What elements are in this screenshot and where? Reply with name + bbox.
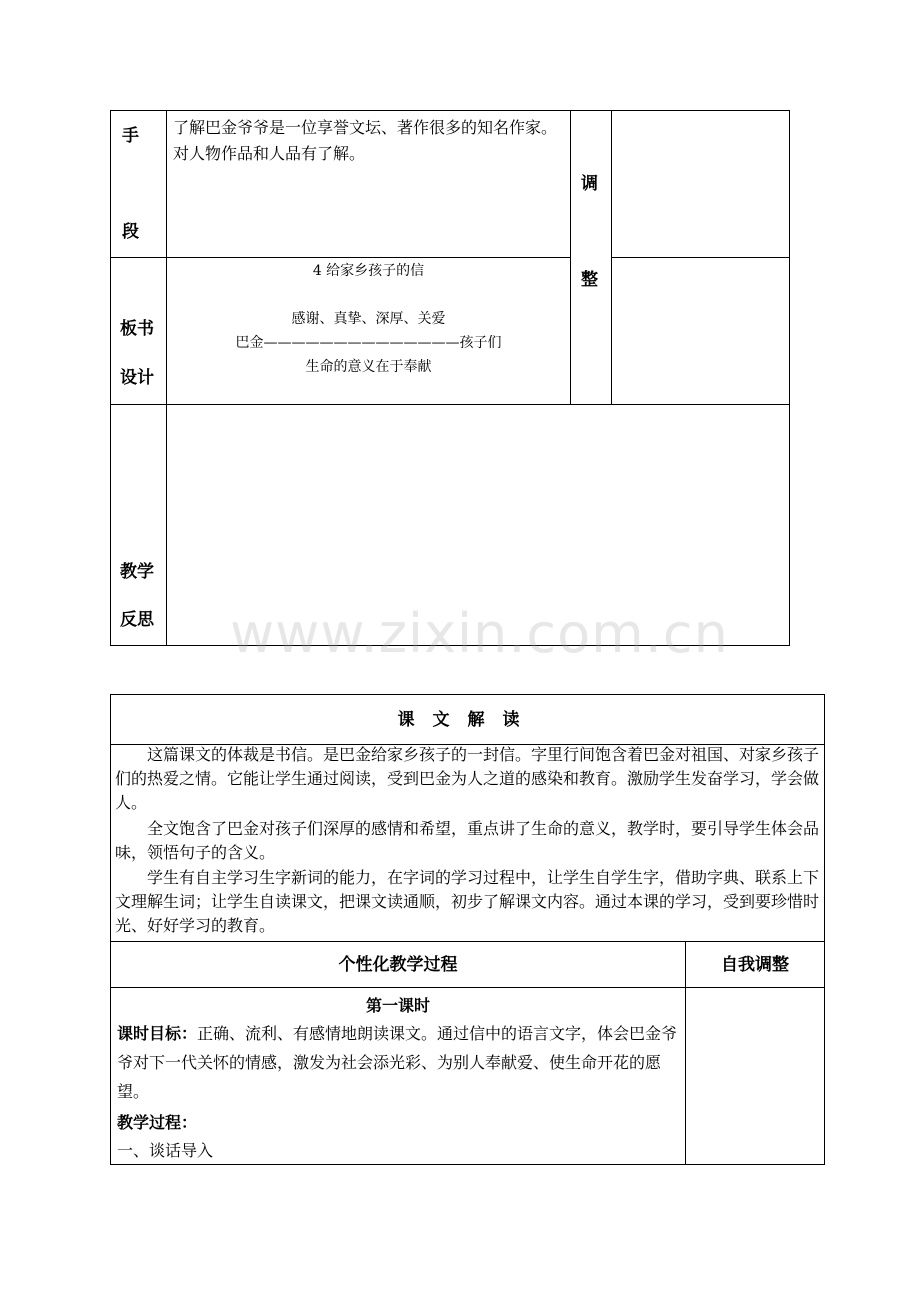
paragraph-1: 这篇课文的体裁是书信。是巴金给家乡孩子的一封信。字里行间饱含着巴金对祖国、对家乡孩子们的热爱之情。它能让学生通过阅读，受到巴金为人之道的感染和教育。激励学生发奋学习，学会做人。 (115, 745, 820, 812)
board-line-2: 巴金——————————————孩子们 (235, 335, 502, 351)
table-divider (570, 111, 571, 404)
table-divider (111, 257, 570, 258)
board-line-3: 生命的意义在于奉献 (305, 359, 432, 375)
process-label: 教学过程： (117, 1113, 198, 1132)
board-title: 4 给家乡孩子的信 (312, 263, 425, 279)
text-analysis-table (110, 694, 825, 1165)
board-line-1: 感谢、真挚、深厚、关爱 (291, 311, 446, 327)
header-self-adjust: 自我调整 (721, 955, 789, 975)
lesson-title: 第一课时 (365, 996, 430, 1015)
row-label-reflection: 反思 (120, 610, 154, 630)
goal-text: 正确、流利、有感情地朗读课文。通过信中的语言文字，体会巴金爷爷对下一代关怀的情感，激发为社会添光彩、为别人奉献爱、使生命开花的愿望。 (117, 1024, 678, 1101)
row-label-board: 板书 (120, 319, 154, 339)
row-label-shou: 手 (122, 126, 139, 146)
lesson-plan-table (110, 110, 790, 646)
row-label-design: 设计 (120, 368, 154, 388)
header-process: 个性化教学过程 (338, 955, 458, 975)
adjust-label-zheng: 整 (581, 270, 598, 290)
paragraph-2: 全文饱含了巴金对孩子们深厚的感情和希望，重点讲了生命的意义，教学时，要引导学生体会品味，领悟句子的含义。 (115, 819, 820, 862)
paragraph-3: 学生有自主学习生字新词的能力，在字词的学习过程中，让学生自学生字，借助字典、联系上下文理解生词；让学生自读课文，把课文读通顺，初步了解课文内容。通过本课的学习，受到要珍惜时光、好好学习的教育。 (115, 868, 820, 935)
objective-text: 了解巴金爷爷是一位享誉文坛、著作很多的知名作家。对人物作品和人品有了解。 (173, 118, 558, 163)
table-divider (111, 404, 789, 405)
goal-label: 课时目标： (117, 1024, 198, 1043)
row-label-duan: 段 (122, 222, 139, 242)
table-divider (611, 257, 789, 258)
watermark: www.zixin.com.cn (230, 602, 729, 665)
row-label-teaching: 教学 (120, 562, 154, 582)
lesson-goal (117, 1019, 683, 1106)
step-1: 一、谈话导入 (117, 1141, 214, 1160)
section-title: 课文解读 (397, 710, 538, 730)
adjust-label-tiao: 调 (581, 174, 598, 194)
